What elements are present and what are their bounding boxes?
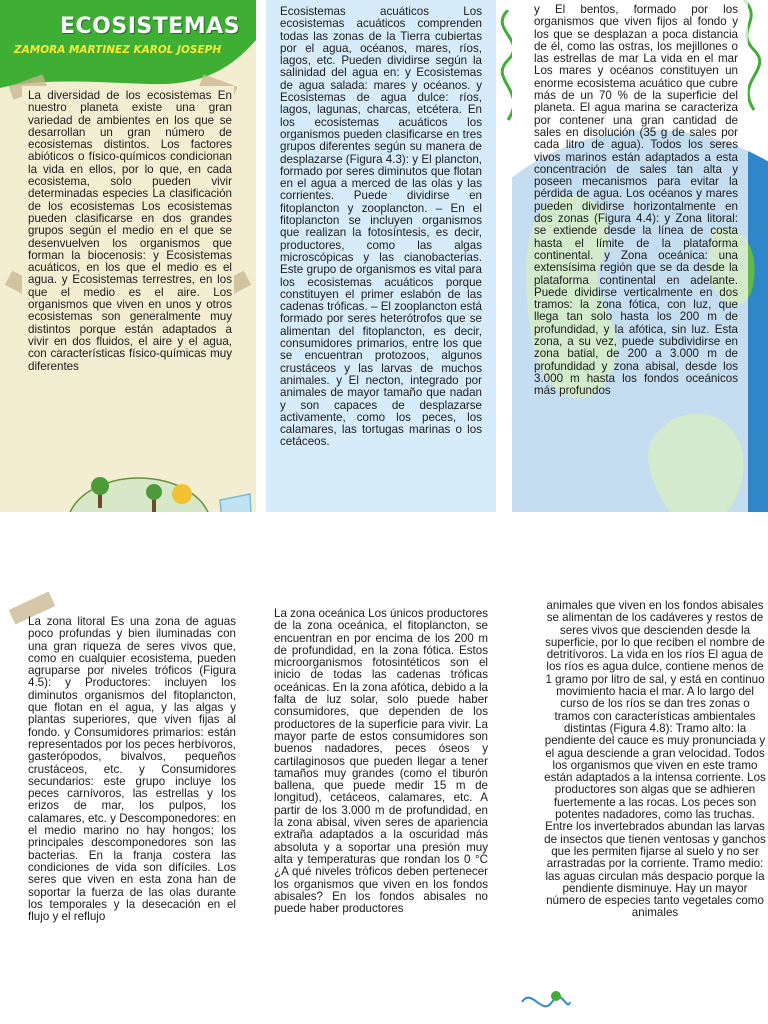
coastal-text: La zona litoral Es una zona de aguas poco profundas y bien iluminadas con una gran riqueza de seres vivos que, como en cualquier ecosistema, pueden agruparse por niveles tróficos (Figura 4.5): y Productores: incluyen los diminutos organismos del fitoplancton, que flotan en el agua, y las algas y plantas superiores, que viven fijas al fondo. y Consumidores primarios: están representados por los peces herbívoros, gasterópodos, bivalvos, pequeños crustáceos, etc. y Consumidores secundarios: este grupo incluye los peces carnívoros, las estrellas y los erizos de mar, los pulpos, los calamares, etc. y Descomponedores: en el medio marino no hay hongos; los principales descomponedores son las bacterias. En la franja costera las condiciones de vida son difíciles. Los seres que viven en esta zona han de soportar la fuerza de las olas durante los temporales y la desecación en el flujo y el reflujo [28,616,236,924]
oceanic-sheet [266,592,504,1024]
intro-text: La diversidad de los ecosistemas En nuestro planeta existe una gran variedad de ambientes en los que se desarrollan un gran número de ecosistemas distintos. Los factores abióticos o físico-químicos condicionan la vida en ellos, por lo que, en cada ecosistema, solo pueden vivir determinadas especies La clasificación de los ecosistemas Los ecosistemas pueden clasificarse en dos grandes grupos según el medio en el que se desenvuelven los organismos que forman la biocenosis: y Ecosistemas acuáticos, en los que el medio es el agua. y Ecosistemas terrestres, en los que el medio es el aire. Los organismos que viven en unos y otros ecosistemas son generalmente muy distintos porque están adaptados a vivir en dos fluidos, el aire y el agua, con características físico-químicas muy diferentes [28,89,232,373]
author-name: ZAMORA MARTINEZ KAROL JOSEPH [14,44,222,56]
rivers-text: animales que viven en los fondos abisales se alimentan de los cadáveres y restos de seres vivos que descienden desde la superficie, por lo que reciben el nombre de detritívoros. La vida en los ríos El agua de los ríos es agua dulce, contiene menos de 1 gramo por litro de sal, y está en continuo movimiento hacia el mar. A lo largo del curso de los ríos se dan tres zonas o tramos con características ambientales distintas (Figura 4.8): Tramo alto: la pendiente del cauce es muy pronunciada y el agua desciende a gran velocidad. Todos los organismos que viven en este tramo están adaptados a la intensa corriente. Los productores son algas que se adhieren fuertemente a las rocas. Los peces son potentes nadadores, como las truchas. Entre los invertebrados abundan las larvas de insectos que tienen ventosas y ganchos que les permiten fijarse al suelo y no ser arrastradas por la corriente. Tramo medio: las aguas circulan más despacio porque la pendiente disminuye. Hay un mayor número de especies tanto vegetales como animales [544,599,766,920]
sparkle-decoration [512,982,572,1022]
panel-sea [512,0,768,512]
oceanic-text: La zona oceánica Los únicos productores de la zona oceánica, el fitoplancton, se encuentran en por encima de los 200 m de profundidad, en la zona fótica. Estos microorganismos fotosintéticos son el inicio de todas las cadenas tróficas oceánicas. En la zona afótica, debido a la falta de luz solar, solo puede haber consumidores, que dependen de los productores de la superficie para vivir. La mayor parte de estos consumidores son buenos nadadores, peces óseos y cartilaginosos que pueden llegar a tener tamaños muy grandes (como el tiburón ballena, que puede medir 15 m de longitud), cetáceos, calamares, etc. A partir de los 3.000 m de profundidad, en la zona abisal, viven seres de apariencia extraña adaptados a la oscuridad más absoluta y a soportar una presión muy alta y temperaturas que rondan los 0 °C ¿A qué niveles tróficos deben pertenecer los organismos que viven en los fondos abisales? En los fondos abisales no puede haber productores [274,607,488,916]
squiggle-decoration [488,10,512,130]
water-glass-illustration [210,480,256,512]
aquatic-sheet [266,0,496,512]
panel-intro [0,0,256,512]
panel-oceanic [256,592,512,1024]
rivers-sheet [542,592,768,1024]
intro-sheet [22,86,234,466]
panel-rivers [512,592,768,1024]
sea-text: y El bentos, formado por los organismos que viven fijos al fondo y los que se desplazan a poca distancia de él, como las ostras, los mejillones o las estrellas de mar La vida en el mar Los mares y océanos constituyen un enorme ecosistema acuático que cubre más de un 70 % de la superficie del planeta. El agua marina se caracteriza por contener una gran cantidad de sales en disolución (35 g de sales por cada litro de agua). Todos los seres vivos marinos están adaptados a esta concentración de sales tan alta y poseen mecanismos para evitar la pérdida de agua. Los océanos y mares pueden dividirse horizontalmente en dos zonas (Figura 4.4): y Zona litoral: se extiende desde la línea de costa hasta el límite de la plataforma continental. y Zona oceánica: una extensísima región que se da desde la plataforma continental en adelante. Puede dividirse verticalmente en dos tramos: la zona fótica, con luz, que llega tan solo hasta los 200 m de profundidad, y la afótica, sin luz. Esta zona, a su vez, puede subdividirse en zona batial, de 200 a 3.000 m de profundidad y zona abisal, desde los 3.000 m hasta los fondos oceánicos más profundos [534,3,738,398]
page-title: ECOSISTEMAS [60,14,241,39]
aquatic-text: Ecosistemas acuáticos Los ecosistemas acuáticos comprenden todas las zonas de la Tierra cubiertas por el agua, océanos, mares, ríos, lagos, etc. Pueden dividirse según la salinidad del agua en: y Ecosistemas de agua salada: mares y océanos. y Ecosistemas de agua dulce: ríos, lagos, lagunas, charcas, etcétera. En los ecosistemas acuáticos los organismos pueden clasificarse en tres grupos diferentes según su manera de desplazarse (Figura 4.3): y El plancton, formado por seres diminutos que flotan en el agua a merced de las olas y las corrientes. Puede dividirse en fitoplancton y zooplancton. – En el fitoplancton se incluyen organismos que realizan la fotosíntesis, es decir, productores, como las algas microscópicas y las cianobacterias. Este grupo de organismos es vital para los ecosistemas acuáticos porque constituyen el primer eslabón de las cadenas tróficas. – El zooplancton está formado por seres heterótrofos que se alimentan del fitoplancton, es decir, consumidores primarios, entre los que se encuentran protozoos, algunos crustáceos y las larvas de muchos animales. y El necton, integrado por animales de mayor tamaño que nadan y son capaces de desplazarse activamente, como los peces, los calamares, las tortugas marinas o los cetáceos. [280,5,482,449]
panel-coastal [0,592,256,1024]
coastal-sheet [22,616,240,1024]
sea-sheet [512,0,748,512]
ecosystem-illustration [64,466,214,512]
panel-aquatic [256,0,512,512]
